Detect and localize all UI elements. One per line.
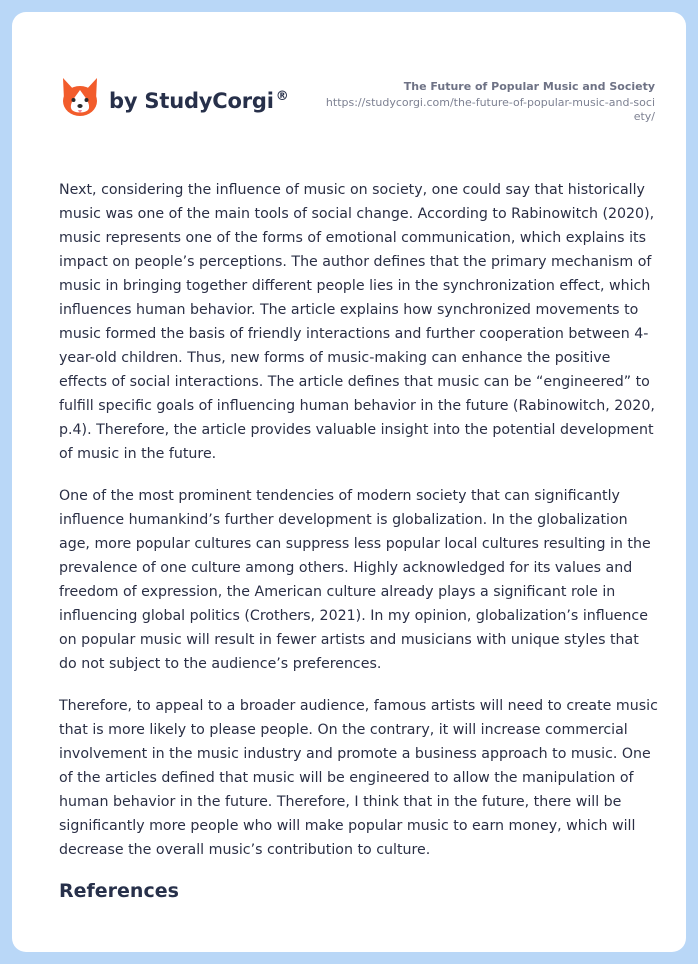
document-page	[12, 12, 686, 952]
document-url[interactable]: https://studycorgi.com/the-future-of-popular-music-and-society/	[325, 96, 655, 123]
registered-mark: ®	[275, 89, 289, 104]
paragraph: Therefore, to appeal to a broader audience, famous artists will need to create music that is more likely to please people. On the contrary, it will increase commercial involvement in the music industry and promote a business approach to music. One of the articles defined that music will be engineered to allow the manipulation of human behavior in the future. Therefore, I think that in the future, there will be significantly more people who will make popular music to earn money, which will decrease the overall music’s contribution to culture.	[59, 698, 658, 858]
paragraph: One of the most prominent tendencies of modern society that can significantly influence humankind’s further development is globalization. In the globalization age, more popular cultures can suppress less popular local cultures resulting in the prevalence of one culture among others. Highly acknowledged for its values and freedom of expression, the American culture already plays a significant role in influencing global politics (Crothers, 2021). In my opinion, globalization’s influence on popular music will result in fewer artists and musicians with unique styles that do not subject to the audience’s preferences.	[59, 488, 651, 672]
brand-name	[109, 89, 289, 113]
article-body	[59, 178, 659, 902]
corgi-icon	[60, 76, 100, 120]
studycorgi-logo[interactable]	[60, 76, 289, 120]
paragraph: Next, considering the influence of music on society, one could say that historically music was one of the main tools of social change. According to Rabinowitch (2020), music represents one of the forms of emotional communication, which explains its impact on people’s perceptions. The author defines that the primary mechanism of music in bringing together different people lies in the synchronization effect, which influences human behavior. The article explains how synchronized movements to music formed the basis of friendly interactions and further cooperation between 4-year-old children. Thus, new forms of music-making can enhance the positive effects of social interactions. The article defines that music can be “engineered” to fulfill specific goals of influencing human behavior in the future (Rabinowitch, 2020, p.4). Therefore, the article provides valuable insight into the potential development of music in the future.	[59, 182, 655, 462]
brand-text: by StudyCorgi	[109, 89, 274, 113]
document-title: The Future of Popular Music and Society	[403, 80, 655, 93]
references-heading: References	[59, 880, 179, 902]
document-meta	[325, 80, 655, 124]
header	[12, 12, 686, 152]
